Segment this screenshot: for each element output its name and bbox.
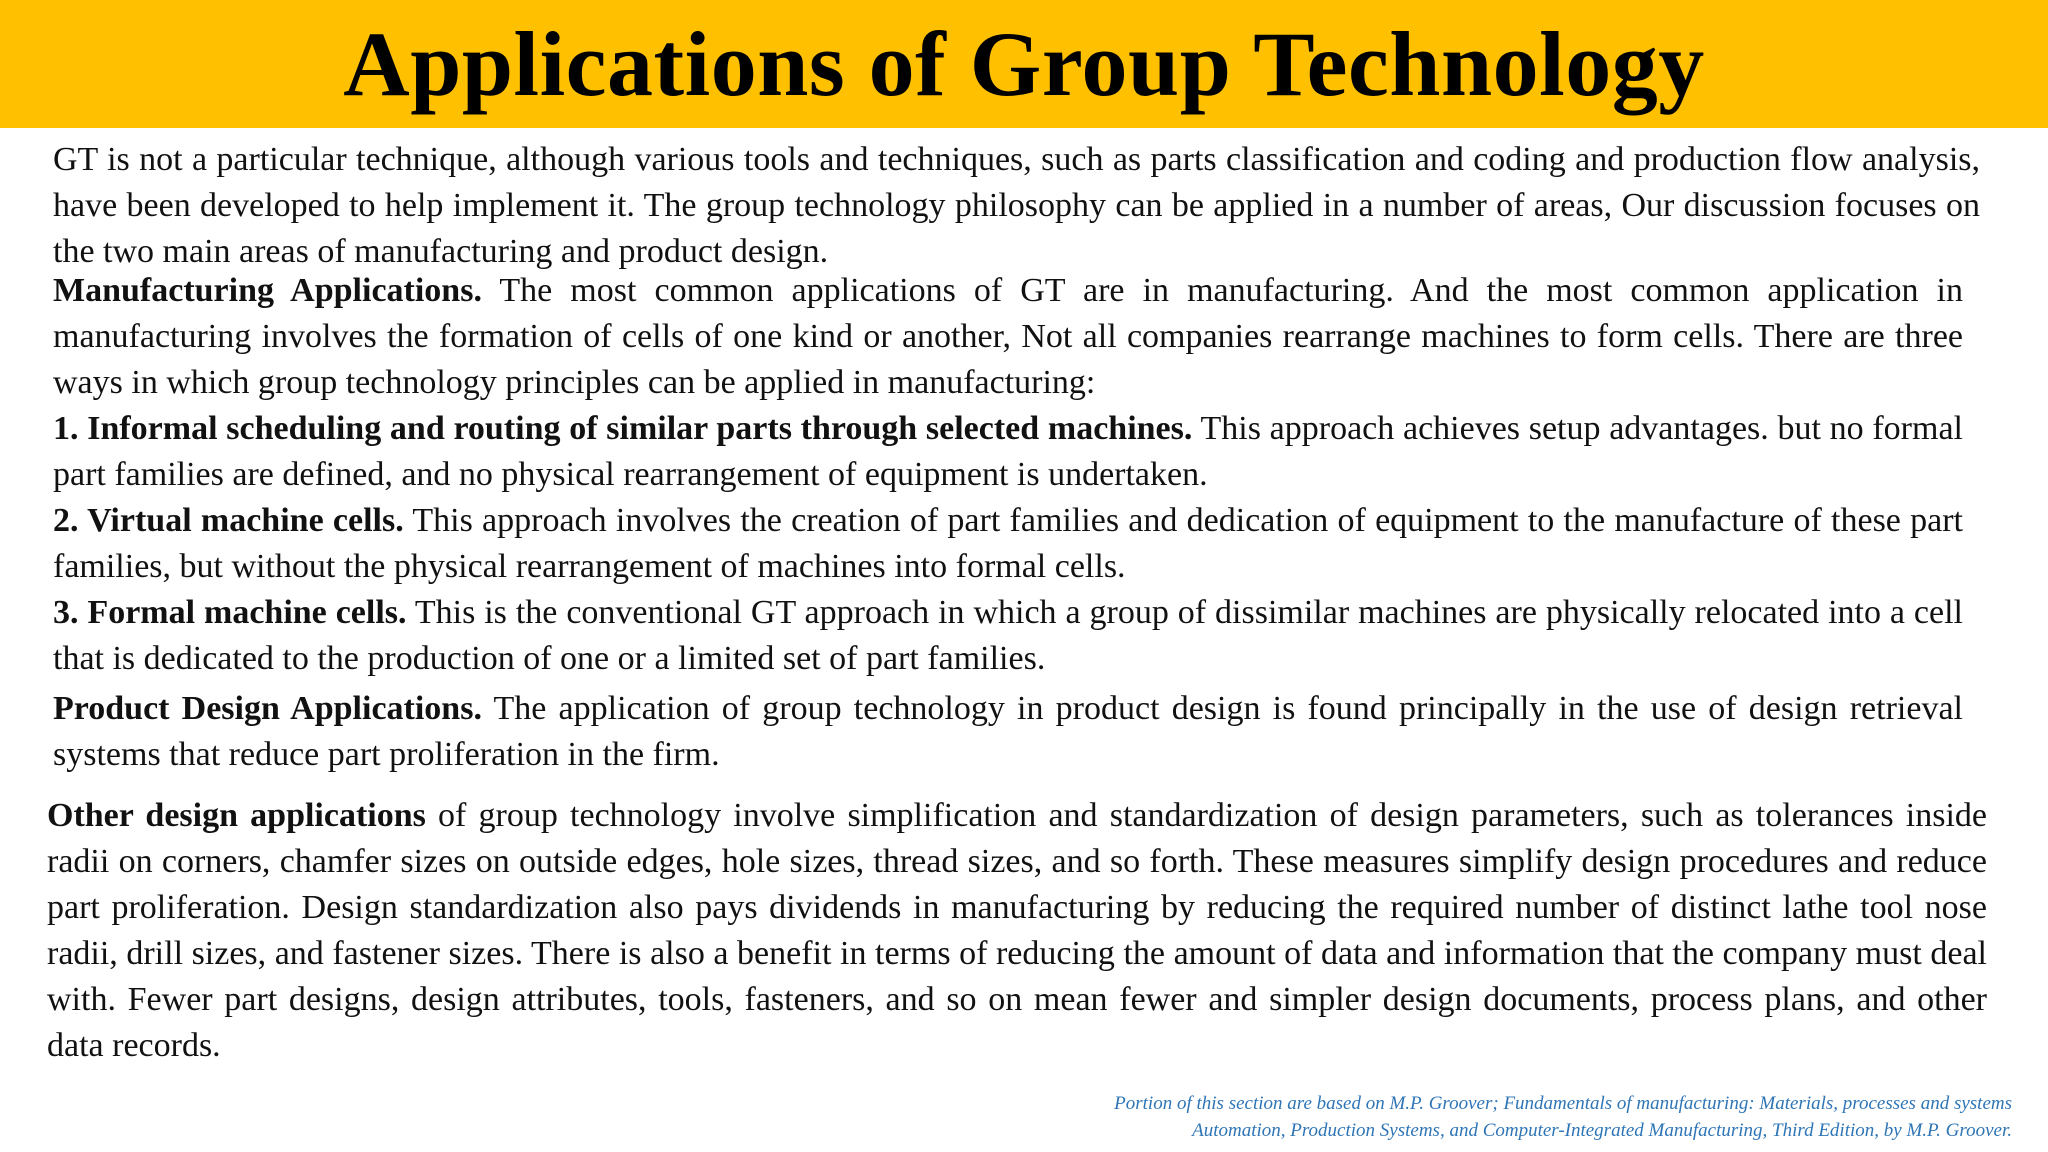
list-item-heading: 2. Virtual machine cells. xyxy=(53,502,404,539)
other-design-paragraph xyxy=(47,793,1987,1069)
slide-title: Applications of Group Technology xyxy=(343,13,1705,115)
list-item-formal-cells xyxy=(53,590,1963,682)
product-design-paragraph xyxy=(53,686,1963,778)
other-design-heading: Other design applications xyxy=(47,797,426,834)
intro-paragraph: GT is not a particular technique, although various tools and techniques, such as parts classification and coding and production flow analysis, have been developed to help implement it. The group technology philosophy can be applied in a number of areas, Our discussion focuses on the two main areas of manufacturing and product design. xyxy=(53,141,1980,270)
list-item-virtual-cells xyxy=(53,498,1963,590)
manufacturing-applications-paragraph xyxy=(53,268,1963,406)
other-design-text: of group technology involve simplification and standardization of design parameters, such as tolerances inside radii on corners, chamfer sizes on outside edges, hole sizes, thread sizes, and so forth. These measures simplify design procedures and reduce part proliferation. Design standardization also pays dividends in manufacturing by reducing the required number of distinct lathe tool nose radii, drill sizes, and fastener sizes. There is also a benefit in terms of reducing the amount of data and information that the company must deal with. Fewer part designs, design attributes, tools, fasteners, and so on mean fewer and simpler design documents, process plans, and other data records. xyxy=(47,797,1988,1064)
title-bar xyxy=(0,0,2048,128)
citation-line-2: Automation, Production Systems, and Computer-Integrated Manufacturing, Third Edition, by M.P. Groover. xyxy=(1192,1120,2012,1141)
product-design-heading: Product Design Applications. xyxy=(53,690,482,727)
citation-line-1: Portion of this section are based on M.P. Groover; Fundamentals of manufacturing: Materials, processes and systems xyxy=(1114,1093,2012,1114)
list-item-text: This approach achieves setup advantages. but no formal part families are defined, and no physical rearrangement of equipment is undertaken. xyxy=(53,410,1963,493)
list-item-text: This approach involves the creation of part families and dedication of equipment to the manufacture of these part families, but without the physical rearrangement of machines into formal cells. xyxy=(53,502,1964,585)
product-design-text: The application of group technology in product design is found principally in the use of design retrieval systems that reduce part proliferation in the firm. xyxy=(53,690,1963,773)
list-item-heading: 1. Informal scheduling and routing of similar parts through selected machines. xyxy=(53,410,1193,447)
list-item-text: This is the conventional GT approach in which a group of dissimilar machines are physically relocated into a cell that is dedicated to the production of one or a limited set of part families. xyxy=(53,594,1963,677)
manufacturing-applications-text: The most common applications of GT are in manufacturing. And the most common application in manufacturing involves the formation of cells of one kind or another, Not all companies rearrange machines to form cells. There are three ways in which group technology principles can be applied in manufacturing: xyxy=(53,272,1963,401)
list-item-heading: 3. Formal machine cells. xyxy=(53,594,407,631)
source-citation xyxy=(1114,1090,2012,1144)
list-item-informal-scheduling xyxy=(53,406,1963,498)
manufacturing-applications-heading: Manufacturing Applications. xyxy=(53,272,482,309)
